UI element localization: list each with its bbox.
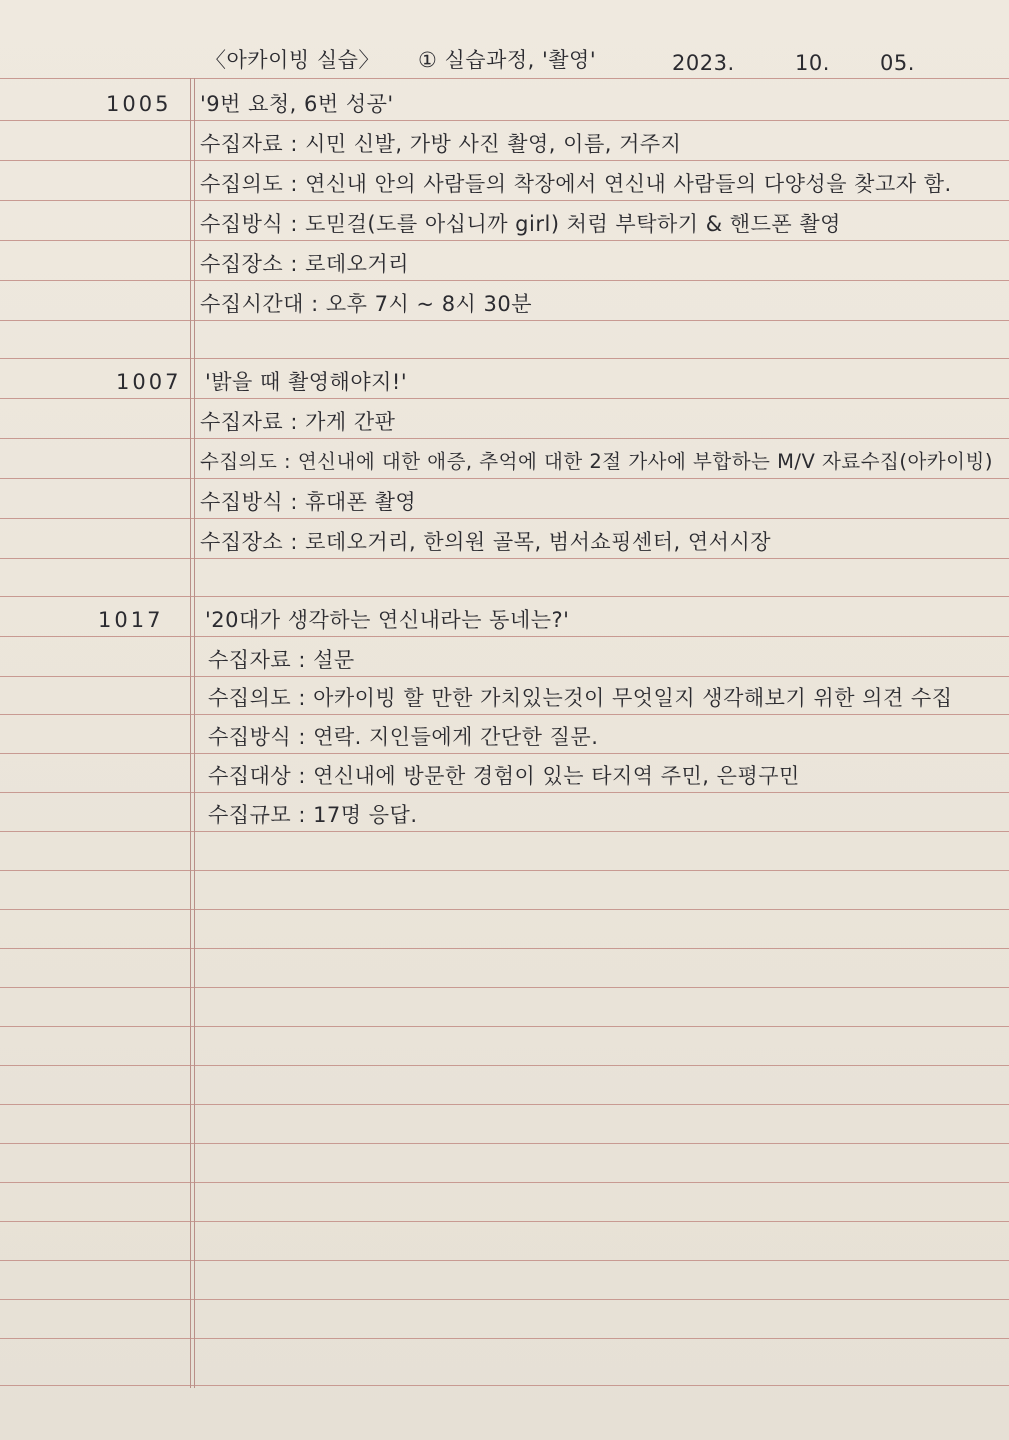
margin-line bbox=[190, 78, 191, 1388]
ruled-line bbox=[0, 1299, 1009, 1300]
entry-line: 수집규모 : 17명 응답. bbox=[208, 803, 418, 827]
ruled-line bbox=[0, 792, 1009, 793]
entry-date: 1017 bbox=[98, 608, 164, 632]
entry-date: 1005 bbox=[106, 92, 172, 116]
ruled-line bbox=[0, 518, 1009, 519]
ruled-line bbox=[0, 1026, 1009, 1027]
ruled-line bbox=[0, 1338, 1009, 1339]
header-title: 〈아카이빙 실습〉 bbox=[205, 48, 380, 72]
entry-line: 수집장소 : 로데오거리, 한의원 골목, 범서쇼핑센터, 연서시장 bbox=[200, 530, 772, 554]
ruled-line bbox=[0, 987, 1009, 988]
entry-line: 수집자료 : 설문 bbox=[208, 648, 355, 672]
ruled-line bbox=[0, 753, 1009, 754]
ruled-line bbox=[0, 120, 1009, 121]
entry-date: 1007 bbox=[116, 370, 182, 394]
entry-line: 수집의도 : 연신내 안의 사람들의 착장에서 연신내 사람들의 다양성을 찾고자 함. bbox=[200, 172, 952, 196]
entry-line: 수집의도 : 아카이빙 할 만한 가치있는것이 무엇일지 생각해보기 위한 의견 수집 bbox=[208, 686, 953, 710]
ruled-line bbox=[0, 831, 1009, 832]
ruled-line bbox=[0, 596, 1009, 597]
ruled-line bbox=[0, 1065, 1009, 1066]
ruled-line bbox=[0, 558, 1009, 559]
ruled-line bbox=[0, 1221, 1009, 1222]
ruled-line bbox=[0, 714, 1009, 715]
entry-line: 수집방식 : 휴대폰 촬영 bbox=[200, 490, 417, 514]
header-year: 2023. bbox=[672, 51, 735, 75]
entry-line: 수집장소 : 로데오거리 bbox=[200, 252, 409, 276]
ruled-line bbox=[0, 280, 1009, 281]
entry-line: 수집자료 : 시민 신발, 가방 사진 촬영, 이름, 거주지 bbox=[200, 132, 682, 156]
header-subtitle: ① 실습과정, '촬영' bbox=[418, 48, 597, 72]
ruled-line bbox=[0, 636, 1009, 637]
ruled-line bbox=[0, 1104, 1009, 1105]
ruled-line bbox=[0, 1182, 1009, 1183]
ruled-line bbox=[0, 438, 1009, 439]
entry-line: 수집자료 : 가게 간판 bbox=[200, 410, 396, 434]
ruled-line bbox=[0, 200, 1009, 201]
ruled-line bbox=[0, 78, 1009, 79]
ruled-line bbox=[0, 909, 1009, 910]
entry-line: 수집의도 : 연신내에 대한 애증, 추억에 대한 2절 가사에 부합하는 M/V 자료수집(아카이빙) bbox=[200, 450, 993, 473]
entry-heading: '20대가 생각하는 연신내라는 동네는?' bbox=[205, 608, 570, 632]
ruled-line bbox=[0, 676, 1009, 677]
ruled-line bbox=[0, 1260, 1009, 1261]
ruled-line bbox=[0, 870, 1009, 871]
header-day: 05. bbox=[880, 51, 915, 75]
ruled-line bbox=[0, 478, 1009, 479]
entry-line: 수집방식 : 연락. 지인들에게 간단한 질문. bbox=[208, 725, 599, 749]
entry-heading: '9번 요청, 6번 성공' bbox=[200, 92, 394, 116]
ruled-line bbox=[0, 240, 1009, 241]
ruled-line bbox=[0, 320, 1009, 321]
entry-line: 수집대상 : 연신내에 방문한 경험이 있는 타지역 주민, 은평구민 bbox=[208, 764, 800, 788]
ruled-line bbox=[0, 1385, 1009, 1386]
ruled-line bbox=[0, 358, 1009, 359]
ruled-line bbox=[0, 160, 1009, 161]
entry-line: 수집방식 : 도믿걸(도를 아십니까 girl) 처럼 부탁하기 & 핸드폰 촬영 bbox=[200, 212, 841, 236]
margin-line bbox=[194, 78, 195, 1388]
header-month: 10. bbox=[795, 51, 830, 75]
ruled-line bbox=[0, 398, 1009, 399]
entry-heading: '밝을 때 촬영해야지!' bbox=[205, 370, 408, 394]
ruled-line bbox=[0, 1143, 1009, 1144]
ruled-line bbox=[0, 948, 1009, 949]
entry-line: 수집시간대 : 오후 7시 ~ 8시 30분 bbox=[200, 292, 533, 316]
